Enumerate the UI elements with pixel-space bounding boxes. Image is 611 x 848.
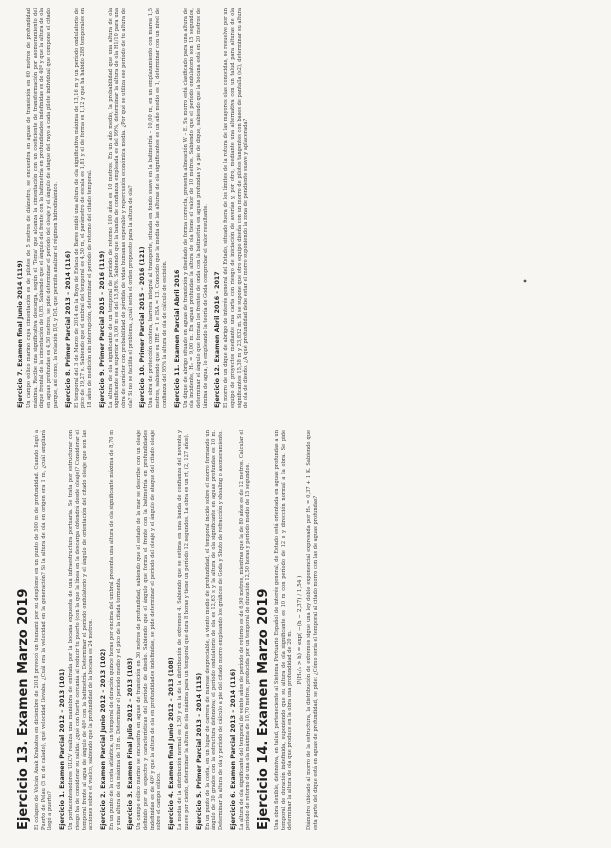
exercise-4-heading: Ejercicio 4. Examen final Junio 2012 – 2013 (108) <box>168 657 176 830</box>
exercise-5-body: En un punto de la costa, en un lugar de carrera de mareas despreciable, a viento medio de profundidad, el temporal incide sobre el morro formando un ángulo de 30 grados con la estructura defensiva; el período ondulatorio de ola es 12,63 s y la altura de ola significante en aguas profundas es 10 m. Determinar la altura de ola y período de cálculo a pie del citado morro empleando los gráficos de Goda y Shuto de refracción y shoaling o asomeramiento. <box>204 430 224 830</box>
exercise-7-body: Un campo eólico marino cuya cimentación es de pilotes de 5 metros de diámetro, se encuentra en aguas de transición en 60 metros de profundidad máxima. Recibe una significativa descarga, según el 'Tema' que alcanza la cimentación con un coeficiente de transformación por asomeramiento del dique frontal de la cimentación de 0,85. Sabiendo que el ángulo del frente con la batimetría en profundidades indefinidas es de 40º y que la altura de ola en aguas profundas es 4,50 metros, se pide determinar el período del oleaje y el ángulo de ataque del rayo a cada pilote individual que compone el citado parque, así como, la relación D/L y D/L que permita analizar el régimen hidrodinámico. <box>26 8 59 408</box>
exercise-11-body: Un dique de abrigo situado en aguas de transición y diseñado de forma correcta, presenta alineación W – E. Su morro está clasificado para una altura de ola incidente, H₀ = 9,00 m. En aguas profundas la altura de ola tiene el valor de 10 metros. Sabiendo que el período ondulatorio son 15 segundos, determinar el ángulo que forman los frentes de onda con la batimetría en aguas profundas y a pie de dique, sabiendo que la bocana está en 20 metros de lámina de agua, lo empleando la teoría de Goda comprobar el valor resultante. <box>182 8 209 408</box>
exercise-9-body: La altura de ola significante de un temporal de período de retorno 100 años es 10 metros. En un año medio, la probabilidad que una altura de ola significante sea superior a 5,00 m es del 15,86%. Sabiendo que la banda de confianza empleada es del 99%, determinar la altura de ola H1/10 para una obra de carácter con probabilidad de pérdida de vidas humanas esperable y repercusión económica media. ¿Por qué se utiliza ese período de tu altura de ola? Si no se facilita el problema, ¿cuál sería el orden propuesto para la altura de ola? <box>107 8 134 408</box>
exercise-9-heading: Ejercicio 9. Primer Parcial 2015 – 2016 (119) <box>98 250 106 408</box>
exercise-14-body: Una obra flexible, defensiva, en talud, perteneciente al Sistema Portuario Español de interés general, de Estado está orientada en aguas profundas a un temporal de duración indefinida, suponiendo que su altura de ola significante es 10 m con período de 12 s y dirección normal a la obra. Se pide determinar la altura de ola que produce en la obra una profundidad de 20 m. <box>274 430 294 830</box>
exercise-13-intro: El colapso de Volcán Anak Krakatoa en diciembre de 2018 provocó un tsunami por su desplome en un punto de 500 m de profundidad. Cuando llegó a Puerto de Pelau (5 m de calado), qué velocidad llevaba. ¿Cuál era la velocidad en la generación? Si la altura de ola en origen era 1 m, ¿cuál ampliará llegó a puerto? <box>34 430 54 830</box>
exercise-7-heading: Ejercicio 7. Examen final Junio 2014 (119) <box>17 260 24 408</box>
left-column <box>12 430 323 830</box>
exercise-14-formula: P(H₁/₃ > h) = exp( −(h − 2,37) / 1,54 ) <box>297 575 304 685</box>
exercise-8-body: El temporal del 3 de Marzo de 2014 en la Boya de Estaca de Bares midió una altura de ola significativa máxima de 13,16 m y un período ondulatorio de pico de 19,27 s. Sabiendo que el umbral del temporal es 4,50 m, el parámetro de escala es 1,81 y el de forma es 1,12 y que ha habido 288 temporales en 18 años de medición sin interrupción, determinar el período de retorno del citado temporal. <box>73 8 93 408</box>
exercise-6-heading: Ejercicio 6. Examen Parcial 2013 – 2014 (116) <box>229 668 237 830</box>
exercise-12-body: El morro de un dique de abrigo de interés general del Estado, situado fuera de los límites de la rotura de las mayores olas conocidas, se resuelve por un equipo de proyectos mediante una carta con riesgo de iniciación de averías y, por otro, mediante una alternativa con un talud para alturas de ola significantes 15,38 m y 23,832 m. Si se supone que otro equipo diseña con un morro de pilotes tangentes con bases de pantalla (s2), determinar su altura de ola de diseño. ¿A qué profundidad debe estar el morro suponiendo la zona de pendiente suave y aplacerada? <box>223 8 250 408</box>
exercise-4-body: La media de la distribución normal es 1,50 y en la de la distribución de extremos 4. Sabiendo que se estima en una banda de confianza del noventa y nueve por ciento, determinar la altura de ola máxima para un temporal que dura 8 horas y tiene un período 12 segundos. La obra es un rt, (2, 127 años). <box>177 430 190 830</box>
exercise-3-body: Un campo eólico marino se encuentra en aguas de transición en 30 metros de profundidad, sabiendo que el estado de la mar se describe con un oleaje definido por su espectro y características del período de diseño. Sabiendo que el ángulo que forma el frente con la batimetría en profundidades indefinidas es de 40º y que la altura de ola en profundidades indefinidas, se pide determinar el período del oleaje y el ángulo de ataque del citado oleaje sobre el campo eólico. <box>136 430 163 830</box>
exercise-14-title: Ejercicio 14. Examen Marzo 2019 <box>256 588 272 830</box>
exercise-1-body: Un portacontenedores ULCV realiza una maniobra de entrada por la bocana expuesta de una infraestructura portuaria. Se trata por estructurar con riesgo ha de considerar su salida: ¿qué con fuerte cercanía al reducir tu puerto (con la que la línea en la descarga obtendrá desde oleaje)? Considerar el temporal frente al agua de ángulo de 40º con la batimetría. Determinar el período ondulatorio y el ángulo de orientación del citado oleaje que son las acciones sobre el vuelco, sabiendo que la profundidad de la bocana es 24 metros. <box>68 430 95 830</box>
exercise-8-heading: Ejercicio 8. Primer Parcial 2013 – 2014 (116) <box>64 250 72 408</box>
exercise-3-heading: Ejercicio 3. Examen Final Julio 2012 – 2013 (103) <box>127 657 135 830</box>
exercise-1-heading: Ejercicio 1. Examen Parcial 2012 – 2013 (101) <box>59 668 67 830</box>
exercise-13-title: Ejercicio 13. Examen Marzo 2019 <box>16 588 31 830</box>
exercise-10-heading: Ejercicio 10. Primer Parcial 2015 – 2016 (121) <box>139 246 147 408</box>
exercise-5-heading: Ejercicio 5. Primer Parcial 2013 – 2014 (115) <box>195 672 203 830</box>
exercise-2-heading: Ejercicio 2. Examen Parcial Junio 2012 – 2013 (102) <box>99 648 107 830</box>
scan-mark <box>520 274 530 288</box>
exercise-2-body: En un punto de la costa atlántica, un temporal de duración quince horas por encima del umbral presenta una altura de ola significante máxima de 8,70 m y una altura de ola máxima de 18 m. Determinar el período medio y el pico de la citada tormenta. <box>108 430 122 830</box>
exercise-14-note: Diámetro ubicado al morro de la estructura, la distribución de extremos sigue una ley doble exponencial expresada por H₅ = 0,37 + 1 K. Sabiendo que esta parte del dique está en aguas de profundidad, se pide: ¿Cómo sería el temporal al citado morro con las de aguas profundas? <box>306 430 319 830</box>
exercise-12-heading: Ejercicio 12. Examen Abril 2016 - 2017 <box>214 271 222 408</box>
exercise-6-body: La altura de ola significante del temporal de veinte años de período de retorno es de 6,90 metros, mientras que la de 80 años es de 12 metros. Calcular el período de retorno de una ola máxima de 10,70 metros, producida por un temporal de duración 12,50 horas y período medio de 15 segundos. <box>238 430 252 830</box>
right-column <box>12 8 253 408</box>
exercise-10-body: Una obra de protección costera, barrera integral al transporte, situada en fondo suave en la batimetría – 10,00 m, en un emplazamiento con marea 1,5 metros, sabiendo que su IRE = 1 e ISA = 13. Conocido que la media de las alturas de ola significantes es un año medio es 1, determinar con un nivel de confianza del 95% la altura de ola de cálculo de escisión. <box>148 8 168 408</box>
exercise-11-heading: Ejercicio 11. Examen Parcial Abril 2016 <box>173 269 181 408</box>
